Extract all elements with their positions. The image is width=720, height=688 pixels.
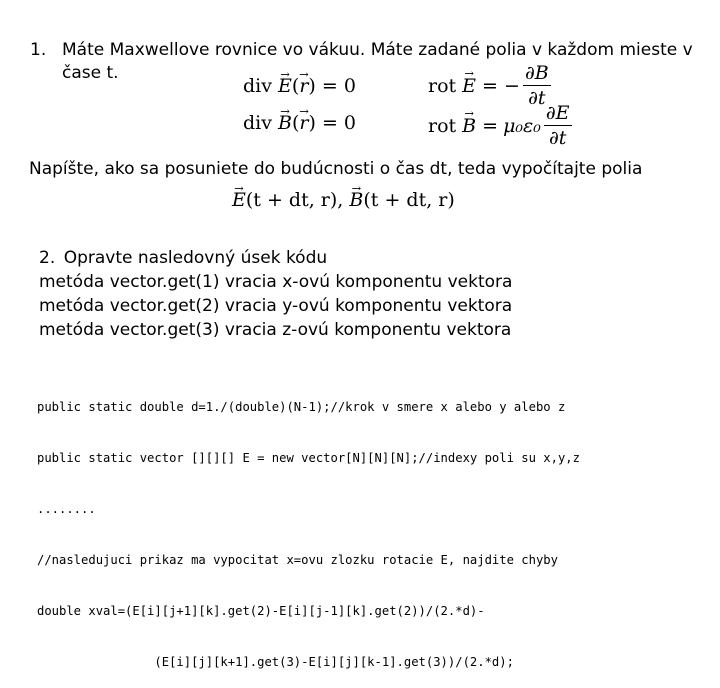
code-block [37,365,580,688]
equation-div-b: div → B(→ r) = 0 [243,112,356,134]
equation-div-e: div → E(→ r) = 0 [243,75,356,97]
fraction-de-dt: $\frac{\partial E}{\partial t}$ [545,102,570,149]
question-text-line1: Máte Maxwellove rovnice vo vákuu. Máte zadané polia v každom mieste v [62,40,693,60]
code-line: //nasledujuci prikaz ma vypocitat x=ovu zlozku rotacie E, najdite chyby [37,553,558,567]
question2-line: metóda vector.get(2) vracia y-ovú komponentu vektora [39,296,513,316]
code-line: public static double d=1./(double)(N-1);//krok v smere x alebo y alebo z [37,400,566,414]
question2-line: metóda vector.get(1) vracia x-ovú komponentu vektora [39,272,513,292]
fraction-db-dt: $\frac{\partial B}{\partial t}$ [524,62,549,109]
equation-target-fields: → E(t + dt, r), → B(t + dt, r) [232,189,455,211]
question-text-line2: čase t. [62,63,119,83]
instruction-text: Napíšte, ako sa posuniete do budúcnosti o čas dt, teda vypočítajte polia [29,159,643,179]
question2-title: 2. Opravte nasledovný úsek kódu [39,248,328,268]
code-line: double xval=(E[i][j+1][k].get(2)-E[i][j-1][k].get(2))/(2.*d)- [37,604,485,618]
equation-rot-b: rot → B = μ₀ε₀ $\frac{\partial E}{\partial t}$ [428,102,575,149]
code-line: (E[i][j][k+1].get(3)-E[i][j][k-1].get(3))/(2.*d); [37,655,514,669]
question2-line: metóda vector.get(3) vracia z-ovú komponentu vektora [39,320,512,340]
equation-rot-e: rot → E = − $\frac{\partial B}{\partial t}$ [428,62,554,109]
code-line: ........ [37,502,96,516]
code-line: public static vector [][][] E = new vector[N][N][N];//indexy poli su x,y,z [37,451,580,465]
question-number: 1. [30,40,47,60]
